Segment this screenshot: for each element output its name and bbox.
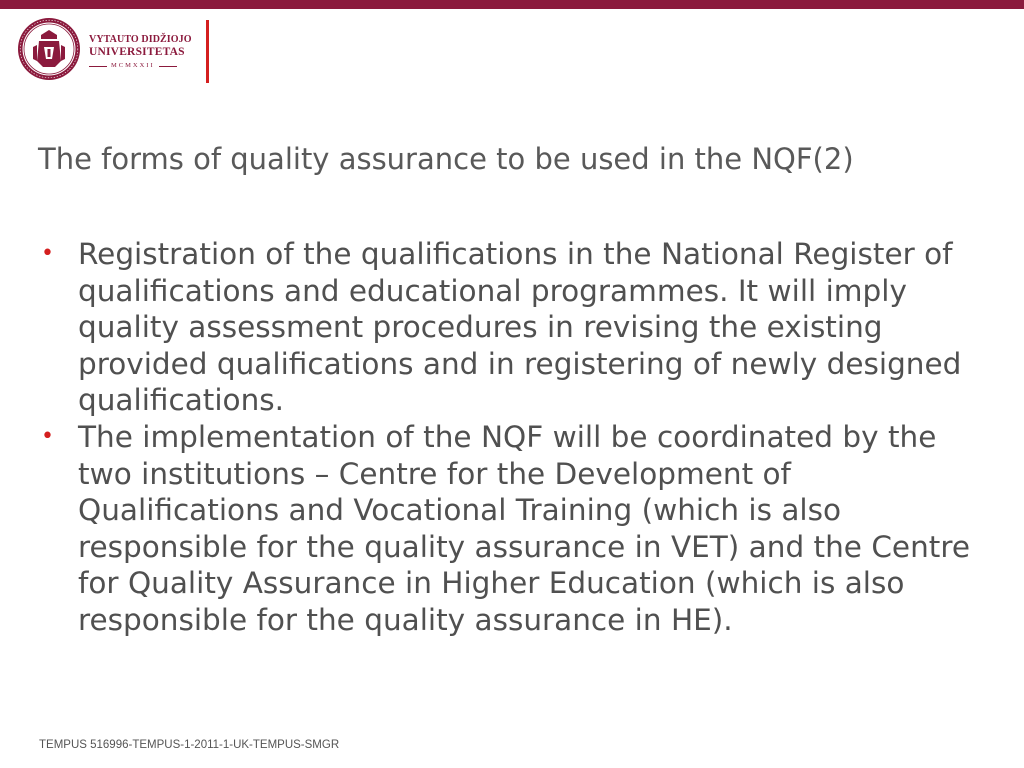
logo-rule-right [159, 66, 177, 67]
university-seal-icon [17, 17, 81, 81]
bullet-dot-icon: • [41, 241, 54, 266]
logo-line-1: VYTAUTO DIDŽIOJO [89, 34, 192, 45]
logo-wordmark [89, 34, 213, 70]
logo-year-row [89, 62, 213, 70]
bullet-text: The implementation of the NQF will be coordinated by the two institutions – Centre for the Development of Qualifications and Vocational Training (which is also responsible for the quality assurance in VET) and the Centre for Quality Assurance in Higher Education (which is also responsible for the quality assurance in HE). [78, 419, 970, 637]
bullet-text: Registration of the qualifications in the National Register of qualifications and educational programmes. It will imply quality assessment procedures in revising the existing provided qualifications and in registering of newly designed qualifications. [78, 237, 962, 418]
bullet-dot-icon: • [41, 423, 54, 449]
university-logo [17, 17, 217, 87]
logo-divider [206, 20, 209, 83]
footer-project-code: TEMPUS 516996-TEMPUS-1-2011-1-UK-TEMPUS-SMGR [39, 739, 340, 751]
logo-line-2: UNIVERSITETAS [89, 46, 185, 58]
logo-year: MCMXXII [111, 62, 155, 69]
bullet-list [40, 236, 980, 639]
bullet-item [40, 236, 980, 419]
top-accent-bar [0, 0, 1024, 9]
slide-title: The forms of quality assurance to be used in the NQF(2) [38, 142, 854, 176]
logo-rule-left [89, 66, 107, 67]
bullet-item [40, 419, 980, 639]
